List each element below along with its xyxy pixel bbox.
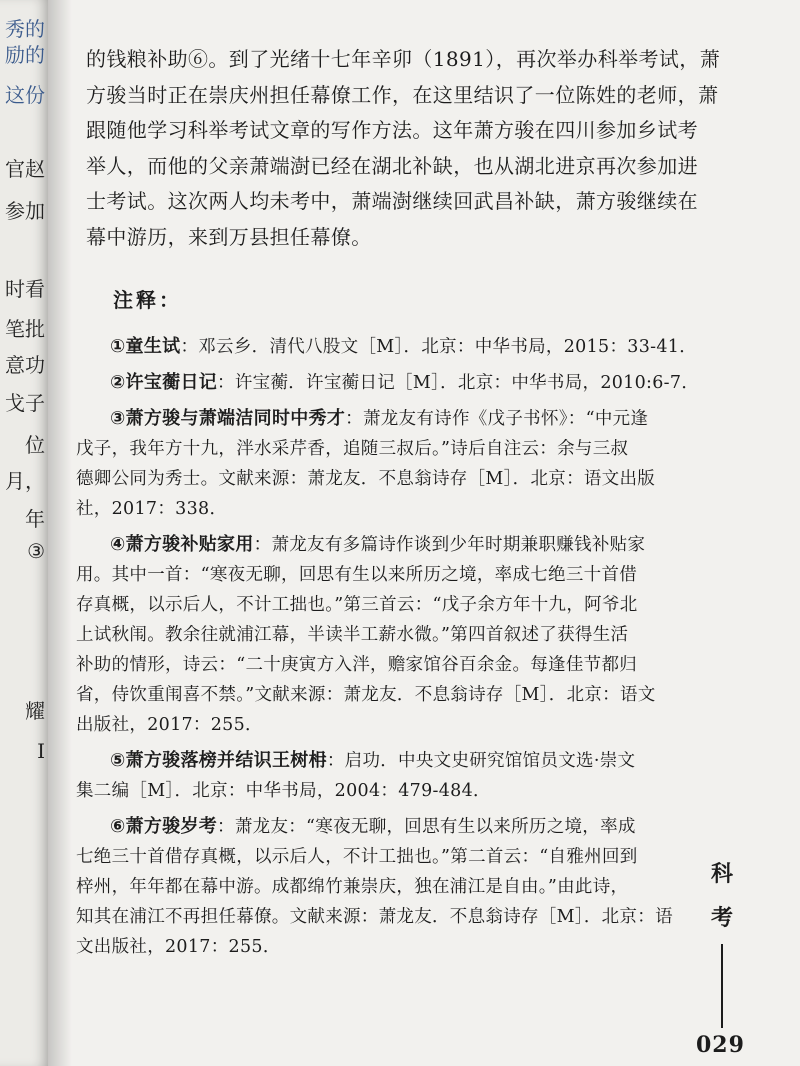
note-text: ：萧龙友：“寒夜无聊，回思有生以来所历之境，率成 [217, 817, 636, 837]
note-text: 梓州，年年都在幕中游。成都绵竹兼崇庆，独在浦江是自由。”由此诗， [76, 877, 629, 897]
note-line [76, 590, 736, 620]
note-item [76, 404, 736, 524]
facing-page-fragment: 戈子 [5, 391, 45, 415]
note-text: ：邓云乡．清代八股文［M］．北京：中华书局，2015：33-41． [180, 337, 698, 357]
note-term: ①童生试 [110, 336, 181, 357]
facing-page-fragment: 意功 [5, 353, 45, 377]
facing-page-fragment: 月， [5, 469, 45, 493]
page-number: 029 [696, 1032, 745, 1058]
note-line [76, 332, 736, 362]
note-text: 出版社，2017：255． [76, 715, 263, 735]
note-line [76, 404, 736, 434]
note-line [76, 650, 736, 680]
facing-page-fragment: 位 [25, 433, 45, 457]
facing-page-fragment: 参加 [5, 199, 45, 223]
note-text: ：萧龙友有多篇诗作谈到少年时期兼职赚钱补贴家 [253, 535, 646, 555]
note-line [76, 812, 736, 842]
note-line [76, 902, 736, 932]
note-text: ：许宝蘅．许宝蘅日记［M］．北京：中华书局，2010:6-7． [217, 373, 700, 393]
note-line [76, 776, 736, 806]
note-term: ⑤萧方骏落榜并结识王树枏 [110, 750, 327, 771]
note-text: 七绝三十首借存真概，以示后人，不计工拙也。”第二首云：“自雅州回到 [76, 847, 638, 867]
note-term: ③萧方骏与萧端洁同时中秀才 [110, 408, 346, 429]
note-item [76, 332, 736, 362]
note-text: 知其在浦江不再担任幕僚。文献来源：萧龙友．不息翁诗存［M］．北京：语 [76, 907, 673, 927]
note-term: ⑥萧方骏岁考 [110, 816, 218, 837]
note-line [76, 464, 736, 494]
note-line [76, 872, 736, 902]
note-line [76, 680, 736, 710]
facing-page-fragment: I [37, 739, 45, 763]
facing-page-fragment: 秀的 [5, 17, 45, 41]
body-line: 的钱粮补助⑥。到了光绪十七年辛卯（1891），再次举办科举考试，萧 [86, 47, 721, 71]
note-line [76, 560, 736, 590]
note-text: 文出版社，2017：255． [76, 937, 281, 957]
note-text: 社，2017：338． [76, 499, 228, 519]
facing-page-fragment: 年 [25, 507, 45, 531]
body-paragraph [86, 42, 728, 255]
note-line [76, 494, 736, 524]
note-item [76, 746, 736, 806]
note-text: 德卿公同为秀士。文献来源：萧龙友．不息翁诗存［M］．北京：语文出版 [76, 469, 656, 489]
body-line: 跟随他学习科举考试文章的写作方法。这年萧方骏在四川参加乡试考 [86, 118, 698, 142]
note-line [76, 932, 736, 962]
note-line [76, 530, 736, 560]
facing-page-fragment: 笔批 [5, 317, 45, 341]
facing-page-strip [0, 0, 48, 1066]
note-text: 省，侍饮重闱喜不禁。”文献来源：萧龙友．不息翁诗存［M］．北京：语文 [76, 685, 656, 705]
note-term: ②许宝蘅日记 [110, 372, 218, 393]
notes-heading: 注释： [113, 288, 182, 312]
notes-list [76, 332, 736, 968]
note-item [76, 812, 736, 962]
body-line: 举人，而他的父亲萧端澍已经在湖北补缺，也从湖北进京再次参加进 [86, 153, 698, 178]
note-text: 集二编［M］．北京：中华书局，2004：479-484． [76, 781, 491, 801]
note-line [76, 620, 736, 650]
facing-page-fragment: 时看 [5, 277, 45, 301]
note-text: 戊子，我年方十九，泮水采芹香，追随三叔后。”诗后自注云：余与三叔 [76, 439, 629, 459]
note-text: 用。其中一首：“寒夜无聊，回思有生以来所历之境，率成七绝三十首借 [76, 565, 638, 585]
body-line: 幕中游历，来到万县担任幕僚。 [86, 224, 372, 249]
note-text: 存真概，以示后人，不计工拙也。”第三首云：“戊子余方年十九，阿爷北 [76, 595, 638, 615]
book-gutter-shadow [48, 0, 72, 1066]
note-item [76, 530, 736, 740]
note-term: ④萧方骏补贴家用 [110, 534, 254, 555]
note-text: ：萧龙友有诗作《戊子书怀》：“中元逢 [345, 409, 649, 429]
note-text: ：启功．中央文史研究馆馆员文选·崇文 [326, 751, 636, 771]
chapter-tab-char-2: 考 [710, 905, 733, 931]
note-line [76, 434, 736, 464]
chapter-tab-rule [721, 944, 723, 1028]
body-line: 士考试。这次两人均未考中，萧端澍继续回武昌补缺，萧方骏继续在 [86, 189, 698, 213]
note-line [76, 368, 736, 398]
note-text: 上试秋闱。教余往就浦江幕，半读半工薪水微。”第四首叙述了获得生活 [76, 625, 629, 645]
note-line [76, 746, 736, 776]
note-item [76, 368, 736, 398]
note-text: 补助的情形，诗云：“二十庚寅方入泮，赡家馆谷百余金。每逢佳节都归 [76, 655, 638, 675]
chapter-tab-char-1: 科 [710, 861, 733, 887]
note-line [76, 710, 736, 740]
facing-page-fragment: 励的 [5, 43, 45, 67]
note-line [76, 842, 736, 872]
facing-page-fragment: 官赵 [5, 157, 45, 181]
facing-page-fragment: 这份 [5, 83, 45, 107]
facing-page-fragment: 耀 [25, 699, 45, 723]
chapter-tab [702, 852, 742, 940]
facing-page-fragment: ③ [27, 539, 45, 563]
body-line: 方骏当时正在崇庆州担任幕僚工作，在这里结识了一位陈姓的老师，萧 [86, 82, 719, 107]
